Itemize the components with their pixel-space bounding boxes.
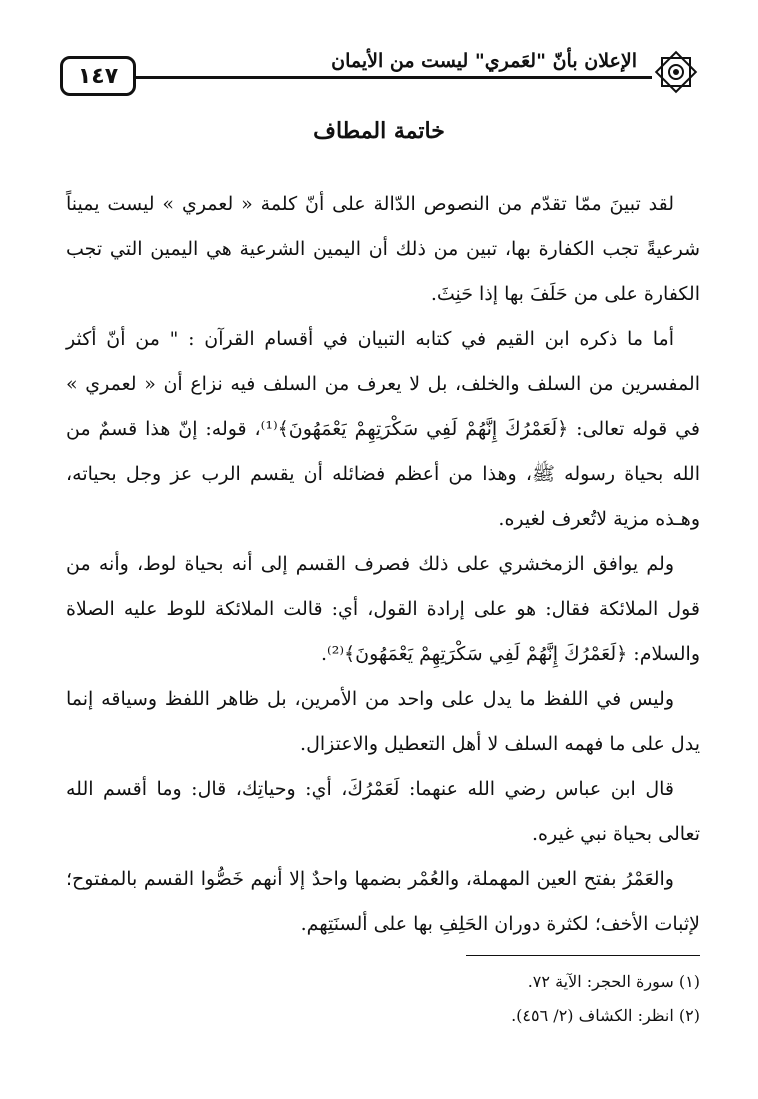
paragraph: ولم يوافق الزمخشري على ذلك فصرف القسم إلى أنه بحياة لوط، وأنه من قول الملائكة فقال: هو على إرادة القول، أي: قالت الملائكة للوط عليه الصلاة والسلام: ﴿لَعَمْرُكَ إِنَّهُمْ لَفِي سَكْرَتِهِمْ يَعْمَهُونَ﴾⁽²⁾. [66,553,700,665]
paragraph: قال ابن عباس رضي الله عنهما: لَعَمْرُكَ، أي: وحياتِك، قال: وما أقسم الله تعالى بحياة نبي غيره. [66,778,700,845]
paragraph: وليس في اللفظ ما يدل على واحد من الأمرين، بل ظاهر اللفظ وسياقه إنما يدل على ما فهمه السلف لا أهل التعطيل والاعتزال. [66,688,700,755]
footnote-divider [466,955,700,956]
header-rule [130,76,652,79]
section-title: خاتمة المطاف [313,118,445,144]
paragraph: والعَمْرُ بفتح العين المهملة، والعُمْر بضمها واحدٌ إلا أنهم خَصُّوا القسم بالمفتوح؛ لإثبات الأخف؛ لكثرة دوران الحَلِفِ بها على ألسنَتِهم. [66,868,700,935]
running-title: الإعلان بأنّ "لعَمري" ليست من الأيمان [323,50,645,72]
main-text [66,182,700,947]
footnote: (١) سورة الحجر: الآية ٧٢. [527,972,700,991]
footnote: (٢) انظر: الكشاف (٢/ ٤٥٦). [511,1006,700,1025]
footnotes [66,965,700,1033]
paragraph: أما ما ذكره ابن القيم في كتابه التبيان في أقسام القرآن : " من أنّ أكثر المفسرين من السلف والخلف، بل لا يعرف من السلف فيه نزاع أن « لعمري » في قوله تعالى: ﴿لَعَمْرُكَ إِنَّهُمْ لَفِي سَكْرَتِهِمْ يَعْمَهُونَ﴾⁽¹⁾، قوله: إنّ هذا قسمٌ من الله بحياة رسوله ﷺ، وهذا من أعظم فضائله أن يقسم الرب عز وجل بحياته، وهـذه مزية لاتُعرف لغيره. [66,328,700,530]
page-number: ١٤٧ [60,56,136,96]
paragraph: لقد تبينَ ممّا تقدّم من النصوص الدّالة على أنّ كلمة « لعمري » ليست يميناً شرعيةً تجب الكفارة بها، تبين من ذلك أن اليمين الشرعية هي اليمين التي تجب الكفارة على من حَلَفَ بها إذا حَنِثَ. [66,193,700,305]
floral-star-ornament-icon [652,48,700,96]
running-header [60,48,700,108]
